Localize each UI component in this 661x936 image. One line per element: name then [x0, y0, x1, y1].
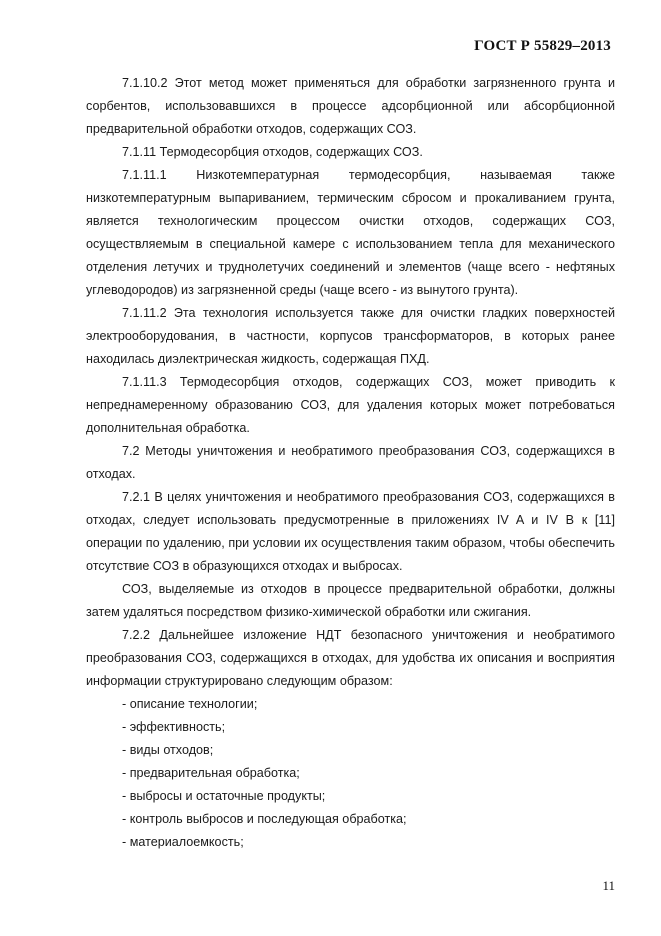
paragraph-7-2: 7.2 Методы уничтожения и необратимого преобразования СОЗ, содержащихся в отходах.	[86, 444, 615, 481]
list-item: - описание технологии;	[122, 697, 258, 711]
page-number: 11	[602, 878, 615, 893]
paragraph-7-1-11: 7.1.11 Термодесорбция отходов, содержащих СОЗ.	[122, 145, 423, 159]
paragraph-7-1-10-2: 7.1.10.2 Этот метод может применяться для обработки загрязненного грунта и сорбентов, использовавшихся в процессе адсорбционной или абсорбционной предварительной обработки отходов, содержащих СОЗ.	[86, 76, 615, 136]
list-item: - материалоемкость;	[122, 835, 244, 849]
paragraph-7-2-1: 7.2.1 В целях уничтожения и необратимого преобразования СОЗ, содержащихся в отходах, следует использовать предусмотренные в приложениях IV A и IV B к [11] операции по удалению, при условии их осуществления таким образом, чтобы обеспечить отсутствие СОЗ в образующихся отходах и выбросах.	[86, 490, 615, 573]
paragraph-7-1-11-1: 7.1.11.1 Низкотемпературная термодесорбция, называемая также низкотемпературным выпариванием, термическим сбросом и прокаливанием грунта, является технологическим процессом очистки отходов, содержащих СОЗ, осуществляемым в специальной камере с использованием тепла для механического отделения летучих и труднолетучих соединений и элементов (чаще всего - нефтяных углеводородов) из загрязненной среды (чаще всего - из вынутого грунта).	[86, 168, 615, 297]
paragraph-7-1-11-2: 7.1.11.2 Эта технология используется также для очистки гладких поверхностей электрооборудования, в частности, корпусов трансформаторов, в которых ранее находилась диэлектрическая жидкость, содержащая ПХД.	[86, 306, 615, 366]
paragraph-7-1-11-3: 7.1.11.3 Термодесорбция отходов, содержащих СОЗ, может приводить к непреднамеренному образованию СОЗ, для удаления которых может потребоваться дополнительная обработка.	[86, 375, 615, 435]
list-item: - эффективность;	[122, 720, 226, 734]
paragraph-soz-pretreatment: СОЗ, выделяемые из отходов в процессе предварительной обработки, должны затем удаляться посредством физико-химической обработки или сжигания.	[86, 582, 615, 619]
list-item: - виды отходов;	[122, 743, 214, 757]
list-item: - выбросы и остаточные продукты;	[122, 789, 326, 803]
paragraph-7-2-2: 7.2.2 Дальнейшее изложение НДТ безопасного уничтожения и необратимого преобразования СОЗ, содержащихся в отходах, для удобства их описания и восприятия информации структурировано следующим образом:	[86, 628, 615, 688]
list-item: - контроль выбросов и последующая обработка;	[122, 812, 407, 826]
list-item: - предварительная обработка;	[122, 766, 300, 780]
standard-header: ГОСТ Р 55829–2013	[474, 38, 611, 54]
document-body	[86, 72, 615, 854]
